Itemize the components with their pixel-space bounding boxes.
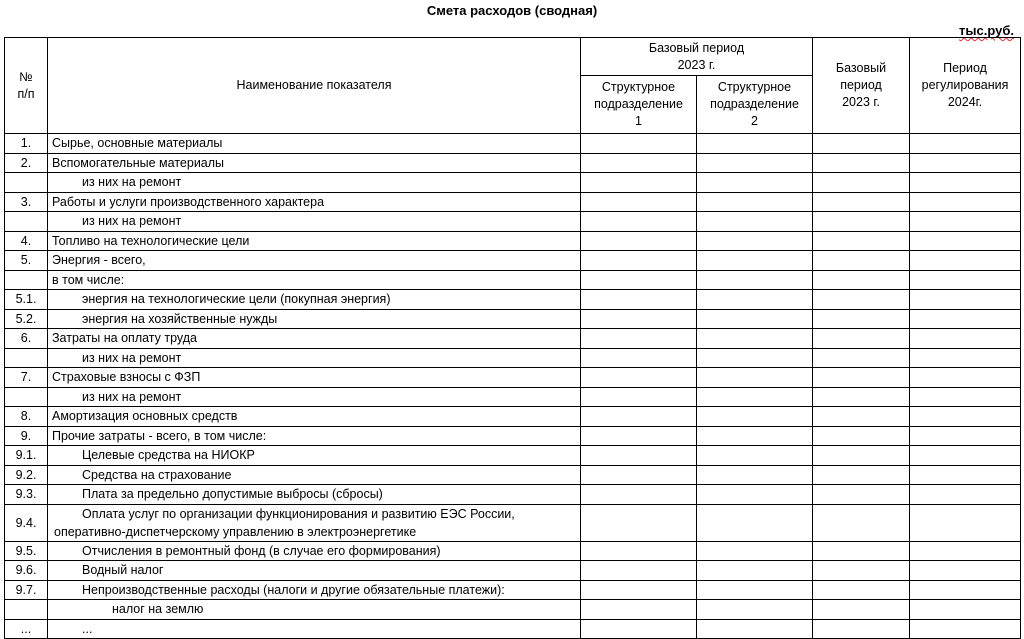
value-subdivision-1[interactable] [581, 485, 697, 505]
row-number: 9.7. [5, 580, 48, 600]
value-base-period[interactable] [813, 309, 910, 329]
table-row [5, 485, 1021, 505]
unit-label [959, 23, 1014, 38]
row-number: 2. [5, 153, 48, 173]
table-row [5, 446, 1021, 466]
value-base-period[interactable] [813, 446, 910, 466]
value-regulation-period[interactable] [910, 485, 1021, 505]
row-indicator-name: Оплата услуг по организации функционирования и развитию ЕЭС России, оперативно-диспетчерскому управлению в электроэнергетике [48, 504, 581, 541]
table-row [5, 270, 1021, 290]
value-base-period[interactable] [813, 231, 910, 251]
value-base-period[interactable] [813, 290, 910, 310]
table-row [5, 387, 1021, 407]
row-number [5, 173, 48, 193]
row-indicator-name: Амортизация основных средств [48, 407, 581, 427]
value-regulation-period[interactable] [910, 600, 1021, 620]
value-subdivision-1[interactable] [581, 446, 697, 466]
value-base-period[interactable] [813, 251, 910, 271]
value-base-period[interactable] [813, 368, 910, 388]
value-base-period[interactable] [813, 270, 910, 290]
value-base-period[interactable] [813, 541, 910, 561]
row-indicator-name: Топливо на технологические цели [48, 231, 581, 251]
value-subdivision-2[interactable] [697, 290, 813, 310]
value-regulation-period[interactable] [910, 270, 1021, 290]
value-base-period[interactable] [813, 348, 910, 368]
value-base-period[interactable] [813, 134, 910, 154]
value-subdivision-2[interactable] [697, 580, 813, 600]
row-number: 9.3. [5, 485, 48, 505]
value-base-period[interactable] [813, 580, 910, 600]
value-subdivision-2[interactable] [697, 329, 813, 349]
value-subdivision-1[interactable] [581, 153, 697, 173]
row-number: 3. [5, 192, 48, 212]
table-row [5, 134, 1021, 154]
value-subdivision-1[interactable] [581, 251, 697, 271]
table-row [5, 600, 1021, 620]
value-subdivision-1[interactable] [581, 309, 697, 329]
value-regulation-period[interactable] [910, 407, 1021, 427]
row-indicator-name: Энергия - всего, [48, 251, 581, 271]
row-number: ... [5, 619, 48, 639]
header-subdivision-2: Структурное подразделение 2 [697, 76, 813, 134]
row-indicator-name: Плата за предельно допустимые выбросы (сбросы) [48, 485, 581, 505]
row-indicator-name: из них на ремонт [48, 348, 581, 368]
value-subdivision-1[interactable] [581, 290, 697, 310]
value-subdivision-2[interactable] [697, 426, 813, 446]
row-number: 1. [5, 134, 48, 154]
value-regulation-period[interactable] [910, 426, 1021, 446]
row-indicator-name: из них на ремонт [48, 387, 581, 407]
row-indicator-name: Отчисления в ремонтный фонд (в случае его формирования) [48, 541, 581, 561]
value-subdivision-2[interactable] [697, 541, 813, 561]
row-number: 9.1. [5, 446, 48, 466]
table-row [5, 368, 1021, 388]
value-subdivision-1[interactable] [581, 580, 697, 600]
value-regulation-period[interactable] [910, 446, 1021, 466]
value-regulation-period[interactable] [910, 580, 1021, 600]
header-name: Наименование показателя [48, 38, 581, 134]
row-number: 5.2. [5, 309, 48, 329]
row-number: 5.1. [5, 290, 48, 310]
value-regulation-period[interactable] [910, 387, 1021, 407]
row-number: 7. [5, 368, 48, 388]
row-indicator-name: в том числе: [48, 270, 581, 290]
value-base-period[interactable] [813, 212, 910, 232]
value-subdivision-1[interactable] [581, 270, 697, 290]
table-row [5, 329, 1021, 349]
value-regulation-period[interactable] [910, 368, 1021, 388]
value-base-period[interactable] [813, 329, 910, 349]
value-subdivision-1[interactable] [581, 212, 697, 232]
value-base-period[interactable] [813, 561, 910, 581]
header-subdivision-1: Структурное подразделение 1 [581, 76, 697, 134]
header-num: № п/п [5, 38, 48, 134]
value-subdivision-2[interactable] [697, 561, 813, 581]
row-number [5, 270, 48, 290]
row-indicator-name: налог на землю [48, 600, 581, 620]
estimate-table [4, 37, 1021, 639]
row-indicator-name: Водный налог [48, 561, 581, 581]
table-row [5, 348, 1021, 368]
table-row [5, 231, 1021, 251]
row-number: 9.5. [5, 541, 48, 561]
value-subdivision-1[interactable] [581, 407, 697, 427]
value-base-period[interactable] [813, 485, 910, 505]
row-number: 9.6. [5, 561, 48, 581]
value-subdivision-1[interactable] [581, 541, 697, 561]
row-indicator-name: Сырье, основные материалы [48, 134, 581, 154]
value-regulation-period[interactable] [910, 173, 1021, 193]
table-row [5, 407, 1021, 427]
row-indicator-name: Прочие затраты - всего, в том числе: [48, 426, 581, 446]
value-regulation-period[interactable] [910, 465, 1021, 485]
row-number [5, 348, 48, 368]
value-regulation-period[interactable] [910, 231, 1021, 251]
value-base-period[interactable] [813, 600, 910, 620]
table-row [5, 465, 1021, 485]
value-subdivision-2[interactable] [697, 504, 813, 541]
row-indicator-name: из них на ремонт [48, 212, 581, 232]
row-indicator-name: Работы и услуги производственного характера [48, 192, 581, 212]
table-row [5, 212, 1021, 232]
value-regulation-period[interactable] [910, 561, 1021, 581]
row-indicator-name: Целевые средства на НИОКР [48, 446, 581, 466]
value-subdivision-2[interactable] [697, 270, 813, 290]
row-number: 4. [5, 231, 48, 251]
row-number: 5. [5, 251, 48, 271]
row-number: 9.4. [5, 504, 48, 541]
table-row [5, 309, 1021, 329]
table-row [5, 153, 1021, 173]
value-subdivision-2[interactable] [697, 134, 813, 154]
value-subdivision-2[interactable] [697, 465, 813, 485]
value-regulation-period[interactable] [910, 504, 1021, 541]
value-base-period[interactable] [813, 619, 910, 639]
value-subdivision-2[interactable] [697, 600, 813, 620]
table-row [5, 173, 1021, 193]
row-indicator-name: Средства на страхование [48, 465, 581, 485]
value-subdivision-2[interactable] [697, 407, 813, 427]
value-subdivision-2[interactable] [697, 387, 813, 407]
row-indicator-name: Непроизводственные расходы (налоги и другие обязательные платежи): [48, 580, 581, 600]
value-subdivision-1[interactable] [581, 173, 697, 193]
row-indicator-name: энергия на технологические цели (покупная энергия) [48, 290, 581, 310]
value-regulation-period[interactable] [910, 134, 1021, 154]
value-regulation-period[interactable] [910, 192, 1021, 212]
value-base-period[interactable] [813, 426, 910, 446]
value-regulation-period[interactable] [910, 541, 1021, 561]
table-row [5, 290, 1021, 310]
row-number: 6. [5, 329, 48, 349]
value-regulation-period[interactable] [910, 619, 1021, 639]
value-subdivision-2[interactable] [697, 192, 813, 212]
value-base-period[interactable] [813, 504, 910, 541]
value-subdivision-1[interactable] [581, 192, 697, 212]
row-indicator-name: Вспомогательные материалы [48, 153, 581, 173]
table-row [5, 251, 1021, 271]
value-subdivision-1[interactable] [581, 465, 697, 485]
page-title: Смета расходов (сводная) [426, 3, 598, 18]
value-subdivision-2[interactable] [697, 485, 813, 505]
value-regulation-period[interactable] [910, 290, 1021, 310]
table-row [5, 192, 1021, 212]
value-regulation-period[interactable] [910, 212, 1021, 232]
row-number [5, 387, 48, 407]
value-regulation-period[interactable] [910, 309, 1021, 329]
value-subdivision-1[interactable] [581, 426, 697, 446]
value-regulation-period[interactable] [910, 251, 1021, 271]
table-row [5, 504, 1021, 541]
value-base-period[interactable] [813, 465, 910, 485]
value-regulation-period[interactable] [910, 329, 1021, 349]
header-regulation-period: Период регулирования 2024г. [910, 38, 1021, 134]
value-base-period[interactable] [813, 173, 910, 193]
row-number [5, 212, 48, 232]
value-regulation-period[interactable] [910, 348, 1021, 368]
value-base-period[interactable] [813, 407, 910, 427]
value-subdivision-1[interactable] [581, 619, 697, 639]
row-indicator-name: из них на ремонт [48, 173, 581, 193]
table-header [5, 38, 1021, 134]
value-base-period[interactable] [813, 153, 910, 173]
unit-text: тыс.руб. [959, 23, 1014, 38]
row-number: 8. [5, 407, 48, 427]
value-subdivision-1[interactable] [581, 600, 697, 620]
value-subdivision-1[interactable] [581, 329, 697, 349]
value-subdivision-2[interactable] [697, 231, 813, 251]
row-indicator-name: энергия на хозяйственные нужды [48, 309, 581, 329]
value-subdivision-1[interactable] [581, 348, 697, 368]
row-indicator-name: Затраты на оплату труда [48, 329, 581, 349]
value-subdivision-1[interactable] [581, 504, 697, 541]
value-subdivision-2[interactable] [697, 619, 813, 639]
row-number: 9. [5, 426, 48, 446]
table-row [5, 580, 1021, 600]
row-indicator-name: Страховые взносы с ФЗП [48, 368, 581, 388]
row-number: 9.2. [5, 465, 48, 485]
value-base-period[interactable] [813, 387, 910, 407]
value-subdivision-1[interactable] [581, 368, 697, 388]
table-row [5, 561, 1021, 581]
value-subdivision-2[interactable] [697, 251, 813, 271]
value-subdivision-2[interactable] [697, 309, 813, 329]
value-subdivision-1[interactable] [581, 231, 697, 251]
value-subdivision-2[interactable] [697, 153, 813, 173]
header-base-period-group: Базовый период 2023 г. [581, 38, 813, 76]
table-row [5, 426, 1021, 446]
value-base-period[interactable] [813, 192, 910, 212]
header-base-period: Базовый период 2023 г. [813, 38, 910, 134]
value-subdivision-1[interactable] [581, 387, 697, 407]
value-subdivision-2[interactable] [697, 368, 813, 388]
value-subdivision-2[interactable] [697, 173, 813, 193]
value-regulation-period[interactable] [910, 153, 1021, 173]
row-number [5, 600, 48, 620]
value-subdivision-1[interactable] [581, 561, 697, 581]
value-subdivision-2[interactable] [697, 348, 813, 368]
row-indicator-name: ... [48, 619, 581, 639]
value-subdivision-2[interactable] [697, 446, 813, 466]
value-subdivision-1[interactable] [581, 134, 697, 154]
table-body [5, 134, 1021, 639]
value-subdivision-2[interactable] [697, 212, 813, 232]
table-row [5, 541, 1021, 561]
table-row [5, 619, 1021, 639]
